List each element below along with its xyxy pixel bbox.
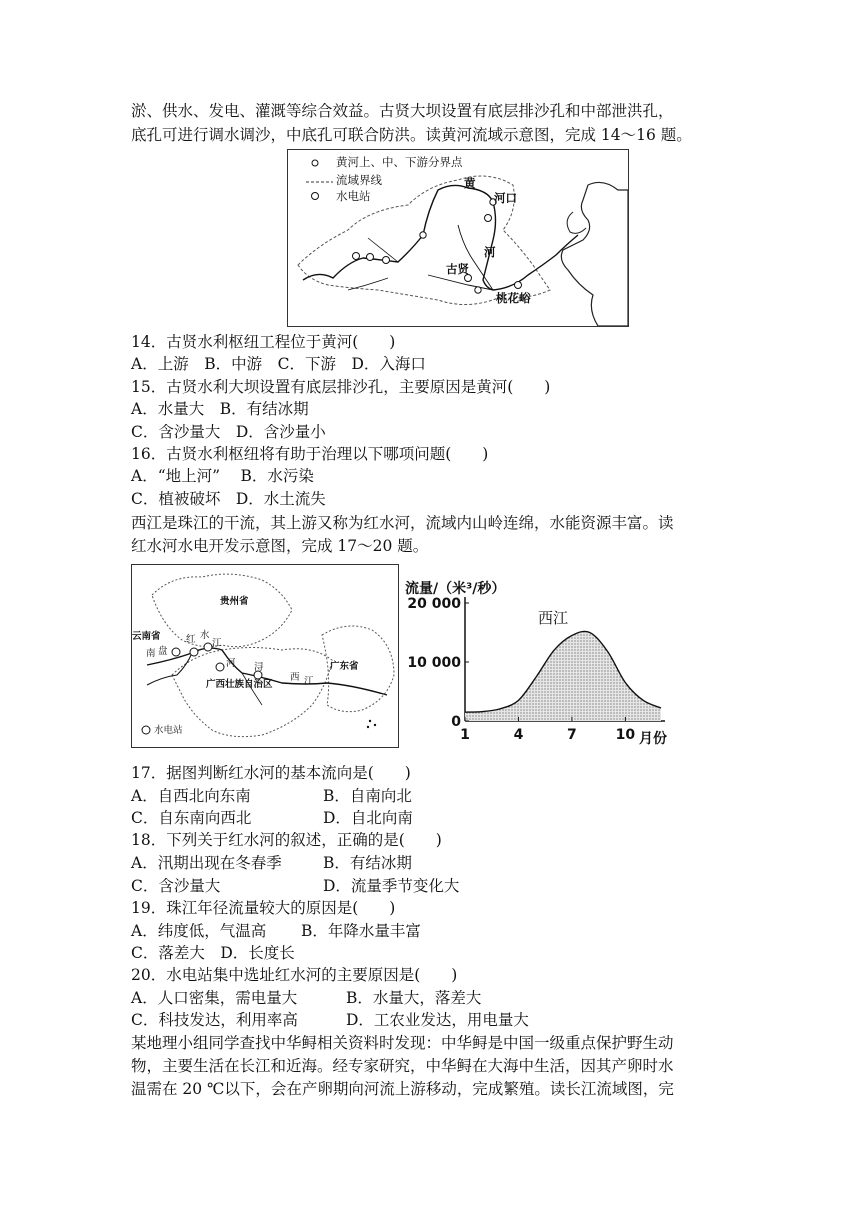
label-shui: 水 bbox=[200, 630, 210, 641]
option: C．含沙量大 bbox=[131, 877, 221, 895]
label-pan: 盘 bbox=[158, 646, 168, 657]
option: A．人口密集，需电量大 bbox=[131, 989, 298, 1007]
label-xi: 西 bbox=[290, 672, 300, 683]
label-guangxi: 广西壮族自治区 bbox=[206, 679, 273, 690]
hongshui-map-drawing bbox=[132, 565, 398, 747]
chart-title: 西江 bbox=[538, 609, 569, 627]
option: A．纬度低，气温高 bbox=[131, 922, 267, 940]
option: C．科技发达，利用率高 bbox=[131, 1011, 298, 1029]
question-15-options: C．含沙量大 D．含沙量小 bbox=[131, 423, 326, 441]
question-20: 20．水电站集中选址红水河的主要原因是( ) bbox=[131, 966, 458, 984]
question-14: 14．古贤水利枢纽工程位于黄河( ) bbox=[131, 333, 396, 351]
option: D．工农业发达，用电量大 bbox=[346, 1011, 529, 1029]
question-17: 17．据图判断红水河的基本流向是( ) bbox=[131, 764, 411, 782]
label-hong: 红 bbox=[186, 634, 196, 645]
option: D．自北向南 bbox=[323, 809, 413, 827]
label-he: 河 bbox=[484, 245, 496, 259]
option: A．自西北向东南 bbox=[131, 787, 251, 805]
option: B．自南向北 bbox=[323, 787, 412, 805]
intro-line: 某地理小组同学查找中华鲟相关资料时发现：中华鲟是中国一级重点保护野生动 bbox=[131, 1034, 674, 1052]
y-tick-label: 0 bbox=[451, 714, 461, 730]
legend-division-point: 黄河上、中、下游分界点 bbox=[336, 155, 463, 169]
intro-line: 淤、供水、发电、灌溉等综合效益。古贤大坝设置有底层排沙孔和中部泄洪孔， bbox=[131, 102, 674, 120]
legend-hydropower-station: 水电站 bbox=[336, 189, 371, 203]
x-tick-label: 10 bbox=[615, 727, 636, 743]
question-19: 19．珠江年径流量较大的原因是( ) bbox=[131, 899, 396, 917]
option: B．年降水量丰富 bbox=[301, 922, 421, 940]
label-he: 河 bbox=[226, 658, 236, 669]
intro-line: 红水河水电开发示意图，完成 17～20 题。 bbox=[131, 537, 429, 555]
intro-line: 温需在 20 ℃以下，会在产卵期向河流上游移动，完成繁殖。读长江流域图，完 bbox=[131, 1080, 674, 1098]
label-guangdong: 广东省 bbox=[330, 661, 359, 672]
chart-ylabel: 流量/（米³/秒） bbox=[405, 581, 506, 597]
chart-xlabel: 月份 bbox=[639, 731, 667, 747]
question-15-options: A．水量大 B．有结冰期 bbox=[131, 400, 309, 418]
question-16-options: A．“地上河” B．水污染 bbox=[131, 467, 314, 485]
hongshui-river-map bbox=[131, 564, 399, 748]
series-area-xijiang bbox=[465, 631, 661, 721]
question-15: 15．古贤水利大坝设置有底层排沙孔，主要原因是黄河( ) bbox=[131, 378, 551, 396]
label-huang: 黄 bbox=[464, 176, 476, 190]
option: D．流量季节变化大 bbox=[323, 877, 460, 895]
question-16: 16．古贤水利枢纽将有助于治理以下哪项问题( ) bbox=[131, 445, 489, 463]
option: A．汛期出现在冬春季 bbox=[131, 854, 282, 872]
label-taohuayu: 桃花峪 bbox=[496, 291, 531, 305]
question-14-options: A．上游 B．中游 C．下游 D．入海口 bbox=[131, 355, 426, 373]
option: B．水量大，落差大 bbox=[346, 989, 482, 1007]
legend-basin-boundary: 流域界线 bbox=[336, 173, 382, 187]
legend-hydropower: 水电站 bbox=[154, 725, 183, 736]
intro-line: 物，主要生活在长江和近海。经专家研究，中华鲟在大海中生活，因其产卵时水 bbox=[131, 1057, 674, 1075]
label-jiang2: 江 bbox=[304, 676, 314, 687]
y-tick-label: 20 000 bbox=[407, 596, 461, 612]
label-guizhou: 贵州省 bbox=[220, 596, 249, 607]
label-yunnan: 云南省 bbox=[132, 631, 161, 642]
label-nan: 南 bbox=[146, 648, 156, 659]
question-19-options: C．落差大 D．长度长 bbox=[131, 944, 295, 962]
label-hekou: 河口 bbox=[494, 191, 517, 205]
label-jiang: 江 bbox=[212, 638, 222, 649]
intro-line: 西江是珠江的干流，其上游又称为红水河，流域内山岭连绵，水能资源丰富。读 bbox=[131, 514, 674, 532]
intro-line: 底孔可进行调水调沙，中底孔可联合防洪。读黄河流域示意图，完成 14～16 题。 bbox=[131, 126, 692, 144]
y-tick-label: 10 000 bbox=[407, 655, 461, 671]
x-tick-label: 7 bbox=[567, 727, 577, 743]
question-16-options: C．植被破坏 D．水土流失 bbox=[131, 490, 326, 508]
x-tick-label: 4 bbox=[513, 727, 524, 743]
label-guxian: 古贤 bbox=[446, 262, 469, 276]
x-tick-label: 1 bbox=[460, 727, 470, 743]
label-xun: 浔 bbox=[254, 662, 264, 673]
xijiang-flow-chart bbox=[403, 571, 673, 753]
yellow-river-map bbox=[287, 149, 629, 327]
option: B．有结冰期 bbox=[323, 854, 412, 872]
question-18: 18．下列关于红水河的叙述，正确的是( ) bbox=[131, 831, 442, 849]
option: C．自东南向西北 bbox=[131, 809, 252, 827]
